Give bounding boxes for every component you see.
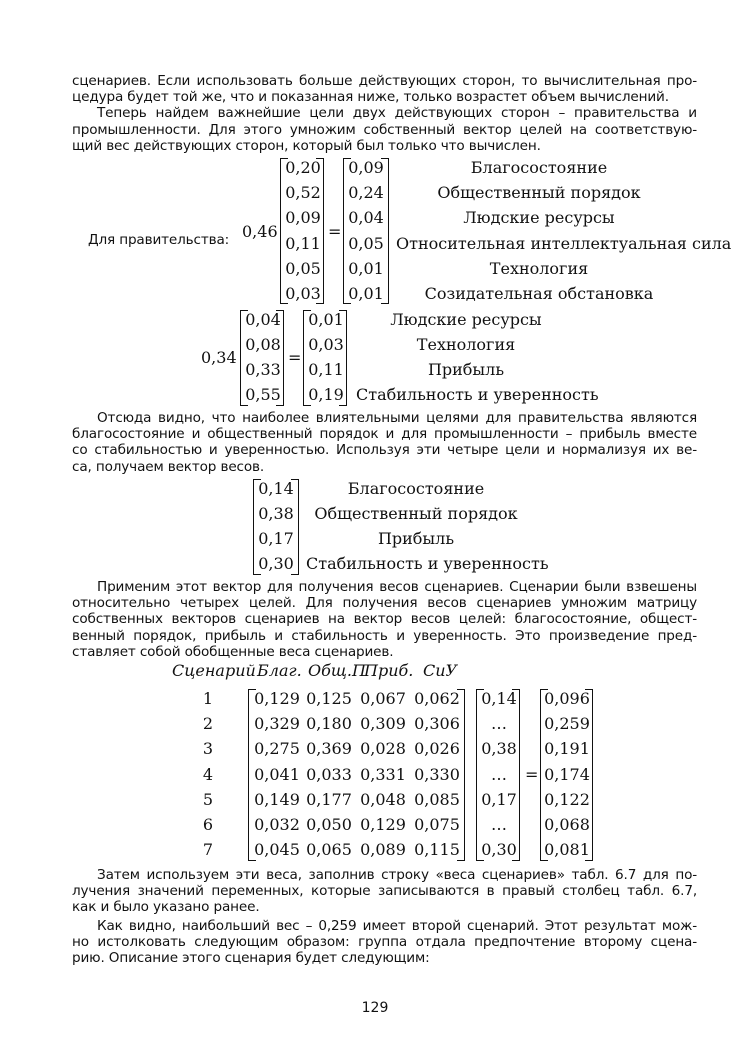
weight-value: 0,14 — [258, 479, 294, 498]
intro-paragraph — [72, 73, 697, 154]
text-line: но истолковать следующим образом: группа отдала предпочтение второму сцена- — [72, 934, 697, 951]
scenario-id: 4 — [202, 765, 214, 784]
text-line: Как видно, наибольший вес – 0,259 имеет второй сценарий. Этот результат мож- — [97, 918, 697, 934]
matrix-cell: 0,309 — [360, 714, 406, 733]
gov-vector-value: 0,05 — [285, 259, 321, 278]
gov-result-value: 0,04 — [348, 208, 384, 227]
matrix-cell: 0,089 — [360, 840, 406, 859]
header-stability: СиУ — [423, 661, 458, 680]
matrix-cell: 0,050 — [306, 815, 352, 834]
ind-vector-value: 0,33 — [245, 360, 281, 379]
right-bracket — [585, 689, 593, 861]
text-line: цедура будет той же, что и показанная ниже, только возрастет объем вычислений. — [72, 89, 669, 106]
text-line: лучения значений переменных, которые записываются в правый столбец табл. 6.7, — [72, 883, 697, 900]
matrix-cell: 0,129 — [254, 689, 300, 708]
left-bracket — [476, 689, 484, 861]
page-number: 129 — [361, 1000, 389, 1016]
scenario-id: 3 — [202, 739, 214, 758]
ind-result-value: 0,11 — [308, 360, 344, 379]
text-line: Отсюда видно, что наиболее влиятельными целями для правительства являются — [97, 410, 697, 426]
goal-label: Общественный порядок — [437, 183, 641, 202]
scenario-id: 1 — [202, 689, 214, 708]
goal-label: Благосостояние — [347, 479, 485, 498]
weight-vector-cell: … — [491, 815, 507, 834]
gov-vector-value: 0,20 — [285, 158, 321, 177]
matrix-cell: 0,369 — [306, 739, 352, 758]
matrix-cell: 0,062 — [414, 689, 460, 708]
gov-result-value: 0,24 — [348, 183, 384, 202]
gov-vector-value: 0,52 — [285, 183, 321, 202]
weight-value: 0,17 — [258, 529, 294, 548]
scenario-weight-cell: 0,191 — [544, 739, 590, 758]
goal-label: Стабильность и уверенность — [356, 385, 599, 404]
header-welfare: Благ. — [257, 661, 302, 680]
matrix-cell: 0,028 — [360, 739, 406, 758]
text-line: Затем используем эти веса, заполнив строку «веса сценариев» табл. 6.7 для по- — [97, 867, 697, 883]
weight-vector-cell: … — [491, 714, 507, 733]
scenario-id: 5 — [202, 790, 214, 809]
middle-paragraph — [72, 410, 697, 475]
matrix-cell: 0,275 — [254, 739, 300, 758]
matrix-cell: 0,115 — [414, 840, 460, 859]
ind-result-value: 0,01 — [308, 310, 344, 329]
matrix-cell: 0,125 — [306, 689, 352, 708]
matrix-cell: 0,041 — [254, 765, 300, 784]
scenario-id: 7 — [202, 840, 214, 859]
text-line: са, получаем вектор весов. — [72, 458, 265, 475]
scenario-id: 6 — [202, 815, 214, 834]
goal-label: Людские ресурсы — [390, 310, 542, 329]
goal-label: Созидательная обстановка — [424, 284, 654, 303]
text-line: как и было указано ранее. — [72, 899, 260, 916]
weight-value: 0,30 — [258, 554, 294, 573]
matrix-cell: 0,033 — [306, 765, 352, 784]
gov-vector-value: 0,03 — [285, 284, 321, 303]
ind-result-value: 0,03 — [308, 335, 344, 354]
matrix-cell: 0,048 — [360, 790, 406, 809]
weight-value: 0,38 — [258, 504, 294, 523]
ind-vector-value: 0,08 — [245, 335, 281, 354]
scenario-weight-cell: 0,096 — [544, 689, 590, 708]
gov-result-value: 0,01 — [348, 259, 384, 278]
weight-vector-cell: 0,14 — [481, 689, 517, 708]
matrix-cell: 0,075 — [414, 815, 460, 834]
result-paragraph — [72, 918, 697, 967]
weight-vector-cell: 0,30 — [481, 840, 517, 859]
goal-label: Общественный порядок — [314, 504, 518, 523]
matrix-cell: 0,177 — [306, 790, 352, 809]
industry-weight: 0,34 — [201, 348, 237, 367]
gov-result-value: 0,05 — [348, 234, 384, 253]
goal-label: Прибыль — [427, 360, 505, 379]
text-line: со стабильностью и уверенностью. Используя эти четыре цели и нормализуя их ве- — [72, 442, 697, 459]
left-bracket — [248, 689, 256, 861]
goal-label: Прибыль — [377, 529, 455, 548]
matrix-cell: 0,306 — [414, 714, 460, 733]
left-bracket — [540, 689, 548, 861]
text-line: собственных векторов сценариев на вектор весов целей: благосостояние, общест- — [72, 611, 697, 628]
matrix-cell: 0,065 — [306, 840, 352, 859]
scenario-weight-cell: 0,259 — [544, 714, 590, 733]
text-line: рию. Описание этого сценария будет следующим: — [72, 950, 430, 967]
scenario-weight-cell: 0,068 — [544, 815, 590, 834]
goal-label: Технология — [489, 259, 589, 278]
text-line: относительно четырех целей. Для получения весов сценариев умножим матрицу — [72, 595, 697, 612]
text-line: ставляет собой обобщенные веса сценариев. — [72, 643, 394, 660]
equals-sign: = — [525, 765, 539, 784]
text-line: сценариев. Если использовать больше действующих сторон, то вычислительная про- — [72, 73, 697, 89]
matrix-cell: 0,331 — [360, 765, 406, 784]
text-line: благосостояние и общественный порядок и для промышленности – прибыль вместе — [72, 426, 697, 443]
matrix-cell: 0,330 — [414, 765, 460, 784]
right-bracket — [457, 689, 465, 861]
then-paragraph — [72, 867, 697, 916]
goal-label: Относительная интеллектуальная сила — [396, 234, 732, 253]
goal-label: Технология — [416, 335, 516, 354]
ind-vector-value: 0,55 — [245, 385, 281, 404]
header-scenario: Сценарий — [172, 661, 256, 680]
matrix-cell: 0,149 — [254, 790, 300, 809]
apply-paragraph — [72, 579, 697, 660]
equals-sign: = — [328, 222, 342, 241]
weight-vector-cell: 0,38 — [481, 739, 517, 758]
text-line: Теперь найдем важнейшие цели двух действующих сторон – правительства и — [97, 105, 697, 122]
matrix-cell: 0,085 — [414, 790, 460, 809]
scenario-weight-cell: 0,081 — [544, 840, 590, 859]
right-bracket — [512, 689, 520, 861]
goal-label: Благосостояние — [470, 158, 608, 177]
gov-vector-value: 0,11 — [285, 234, 321, 253]
ind-result-value: 0,19 — [308, 385, 344, 404]
text-line: венный порядок, прибыль и стабильность и уверенность. Это произведение пред- — [72, 627, 697, 644]
scenario-weight-cell: 0,122 — [544, 790, 590, 809]
weight-vector-cell: 0,17 — [481, 790, 517, 809]
goal-label: Стабильность и уверенность — [306, 554, 549, 573]
text-line: Применим этот вектор для получения весов сценариев. Сценарии были взвешены — [97, 579, 697, 595]
matrix-cell: 0,032 — [254, 815, 300, 834]
gov-result-value: 0,01 — [348, 284, 384, 303]
matrix-cell: 0,026 — [414, 739, 460, 758]
goal-label: Людские ресурсы — [463, 208, 615, 227]
scenario-id: 2 — [202, 714, 214, 733]
gov-vector-value: 0,09 — [285, 208, 321, 227]
scenario-weight-cell: 0,174 — [544, 765, 590, 784]
matrix-cell: 0,329 — [254, 714, 300, 733]
equals-sign: = — [288, 348, 302, 367]
matrix-cell: 0,180 — [306, 714, 352, 733]
header-profit: Приб. — [364, 661, 414, 680]
government-label: Для правительства: — [88, 232, 230, 248]
right-bracket — [381, 158, 389, 304]
left-bracket — [280, 158, 288, 304]
text-line: щий вес действующих сторон, который был только что вычислен. — [72, 137, 541, 154]
matrix-cell: 0,045 — [254, 840, 300, 859]
matrix-cell: 0,129 — [360, 815, 406, 834]
ind-vector-value: 0,04 — [245, 310, 281, 329]
header-public-order: Общ.П — [308, 661, 366, 680]
text-line: промышленности. Для этого умножим собственный вектор целей на соответствую- — [72, 121, 697, 138]
matrix-cell: 0,067 — [360, 689, 406, 708]
weight-vector-cell: … — [491, 765, 507, 784]
gov-result-value: 0,09 — [348, 158, 384, 177]
government-weight: 0,46 — [242, 222, 278, 241]
right-bracket — [316, 158, 324, 304]
left-bracket — [343, 158, 351, 304]
